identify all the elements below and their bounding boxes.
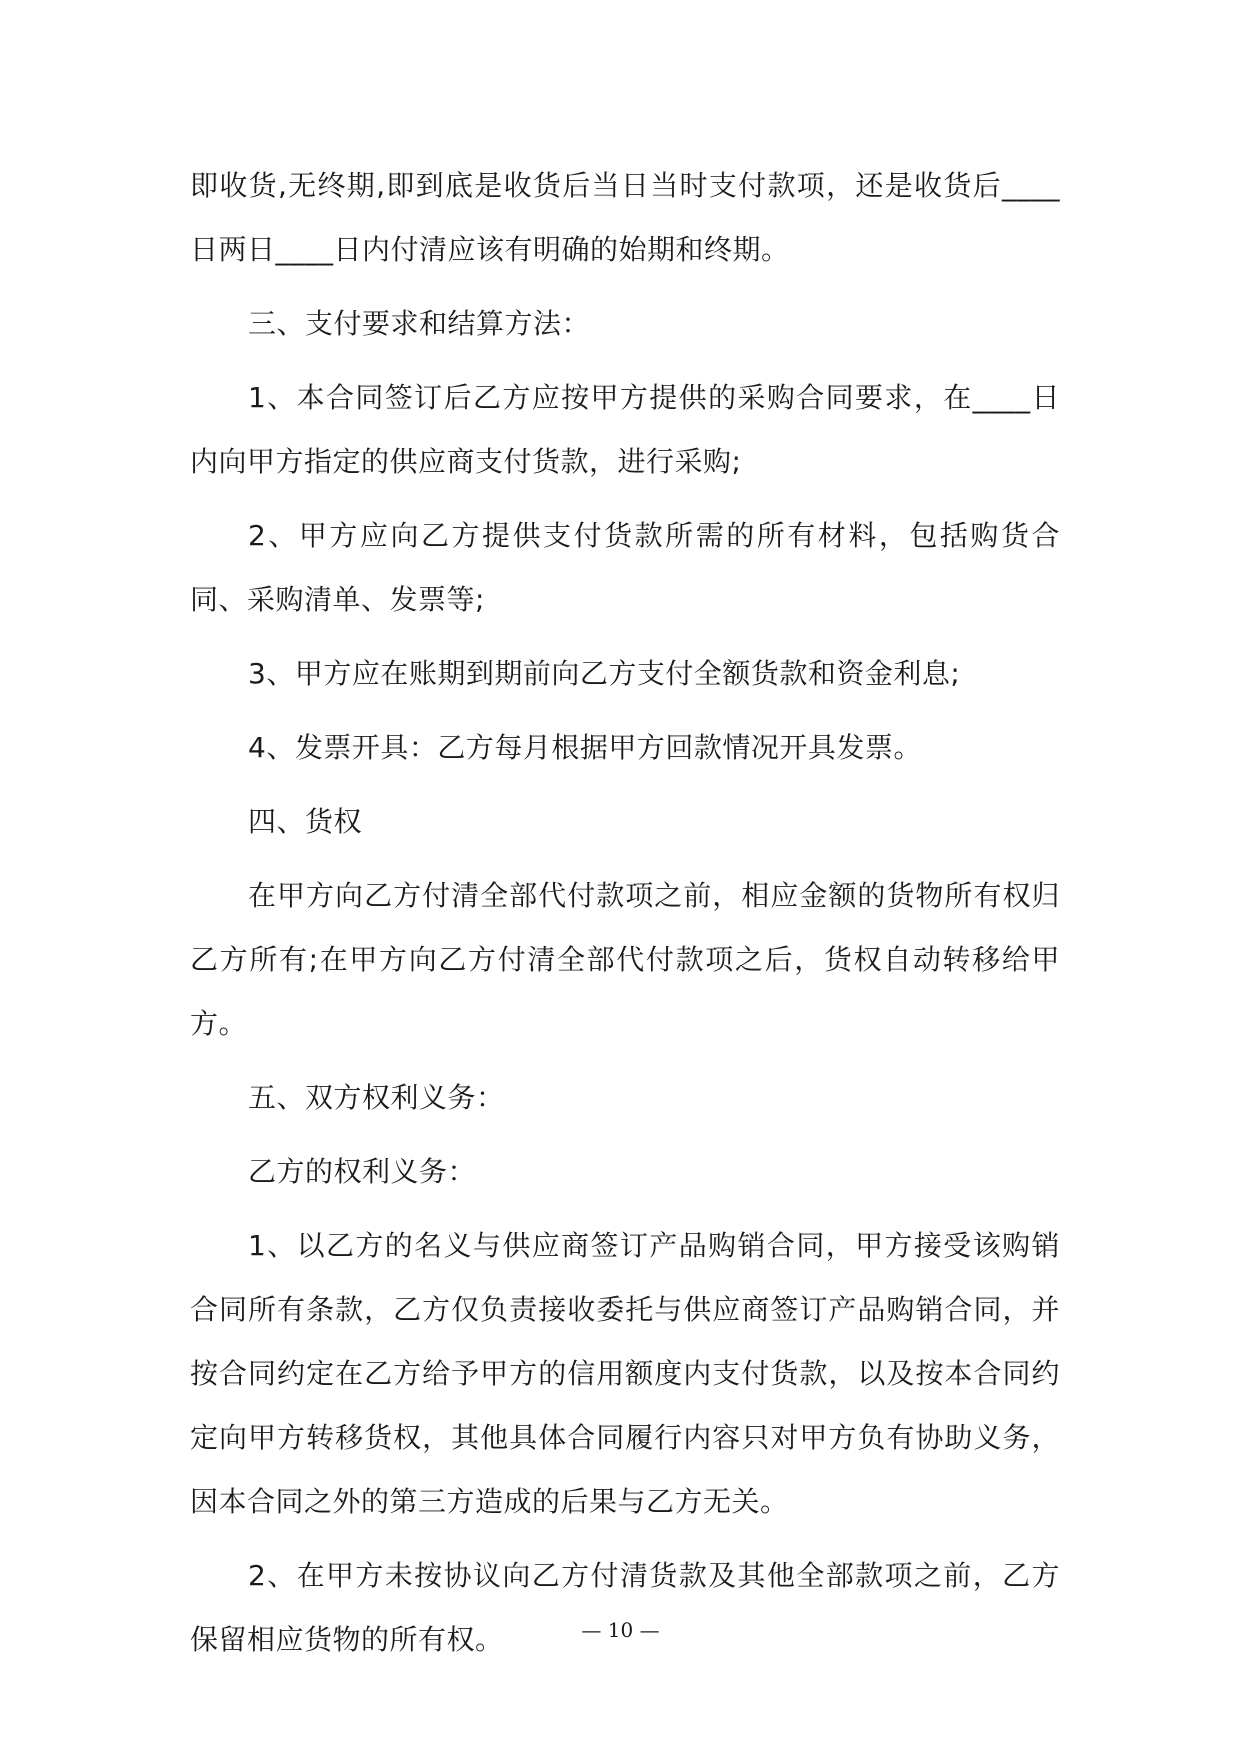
paragraph-rights-item-2: 2、在甲方未按协议向乙方付清货款及其他全部款项之前，乙方保留相应货物的所有权。 [190, 1559, 1060, 1656]
page-number: — 10 — [581, 1618, 660, 1642]
paragraph-item-4: 4、发票开具：乙方每月根据甲方回款情况开具发票。 [248, 731, 922, 764]
paragraph-rights-item-1: 1、以乙方的名义与供应商签订产品购销合同，甲方接受该购销合同所有条款，乙方仅负责接收委托与供应商签订产品购销合同，并按合同约定在乙方给予甲方的信用额度内支付货款，以及按本合同约定向甲方转移货权，其他具体合同履行内容只对甲方负有协助义务，因本合同之外的第三方造成的后果与乙方无关。 [190, 1229, 1060, 1518]
subheading-party-b: 乙方的权利义务： [248, 1155, 477, 1188]
paragraph-ownership: 在甲方向乙方付清全部代付款项之前，相应金额的货物所有权归乙方所有;在甲方向乙方付清全部代付款项之后，货权自动转移给甲方。 [190, 879, 1060, 1040]
section-heading-payment: 三、支付要求和结算方法： [248, 307, 591, 340]
paragraph-continuation: 即收货,无终期,即到底是收货后当日当时支付款项，还是收货后____日两日____日内付清应该有明确的始期和终期。 [190, 169, 1060, 266]
paragraph-item-2: 2、甲方应向乙方提供支付货款所需的所有材料，包括购货合同、采购清单、发票等; [190, 519, 1060, 616]
document-body [190, 154, 1060, 1682]
paragraph-item-3: 3、甲方应在账期到期前向乙方支付全额货款和资金利息; [248, 657, 961, 690]
paragraph-item-1: 1、本合同签订后乙方应按甲方提供的采购合同要求，在____日内向甲方指定的供应商支付货款，进行采购; [190, 381, 1060, 478]
section-heading-ownership: 四、货权 [248, 805, 363, 838]
section-heading-rights: 五、双方权利义务： [248, 1081, 505, 1114]
